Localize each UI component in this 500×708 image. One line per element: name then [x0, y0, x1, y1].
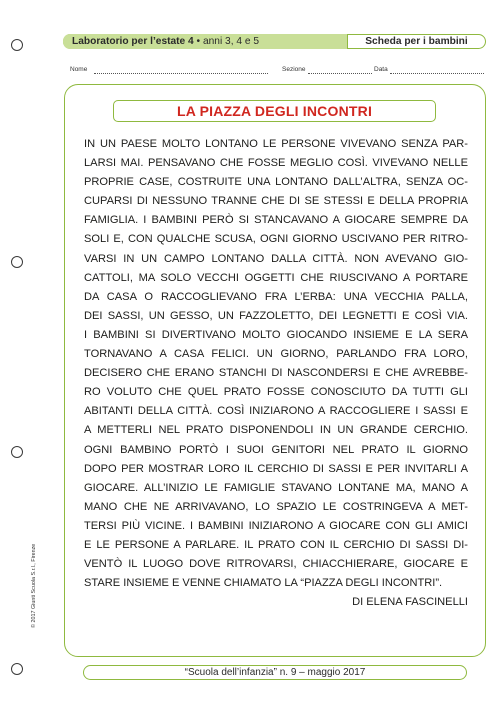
story-line: DECISERO CHE ERANO STANCHI DI NASCONDERSI E CHE AVREBBE-: [84, 367, 468, 380]
header-subtitle: • anni 3, 4 e 5: [193, 36, 260, 47]
story-line: I BAMBINI SI DIVERTIVANO MOLTO GIOCANDO INSIEME E LA SERA: [84, 328, 468, 341]
story-line: TERSI PIÙ VICINE. I BAMBINI INIZIARONO A GIOCARE CON GLI AMICI: [84, 519, 468, 532]
story-text: [84, 135, 468, 612]
footer: “Scuola dell’infanzia” n. 9 – maggio 2017: [83, 665, 467, 680]
story-line: SOLI E, CON QUALCHE SCUSA, OGNI GIORNO USCIVANO PER RITRO-: [84, 233, 468, 246]
story-line: GIOCARE. ALL’INIZIO LE FAMIGLIE STAVANO LONTANE MA, MANO A: [84, 481, 468, 494]
section-field[interactable]: [308, 73, 372, 74]
binder-hole: [11, 446, 23, 458]
header-title: Laboratorio per l’estate 4 • anni 3, 4 e 5: [63, 34, 347, 49]
binder-hole: [11, 663, 23, 675]
story-line: IN UN PAESE MOLTO LONTANO LE PERSONE VIVEVANO SENZA PAR-: [84, 138, 468, 150]
section-label: Sezione: [282, 66, 306, 73]
date-field[interactable]: [390, 73, 484, 74]
story-line: DEI SASSI, UN GESSO, UN FAZZOLETTO, DEI LEGNETTI E COSÌ VIA.: [84, 309, 468, 322]
date-label: Data: [374, 66, 388, 73]
story-line: CATTOLI, MA SOLO VECCHI OGGETTI CHE RIUSCIVANO A PORTARE: [84, 271, 468, 284]
story-line: OGNI BAMBINO PORTÒ I SUOI GENITORI NEL PRATO IL GIORNO: [84, 443, 468, 456]
story-line: VARSI IN UN CAMPO LONTANO DALLA CITTÀ. NON AVEVANO GIO-: [84, 252, 468, 265]
story-line: LARSI MAI. PENSAVANO CHE FOSSE MEGLIO COSÌ. VIVEVANO NELLE: [84, 157, 468, 170]
story-line: ABITANTI DELLA CITTÀ. COSÌ INIZIARONO A RACCOGLIERE I SASSI E: [84, 405, 468, 418]
story-line: RO VOLUTO CHE QUEL PRATO FOSSE CONOSCIUTO DA TUTTI GLI: [84, 386, 468, 399]
story-line: DOPO PER MOSTRAR LORO IL CERCHIO DI SASSI E PER INVITARLI A: [84, 462, 468, 475]
story-line: FAMIGLIA. I BAMBINI PERÒ SI STANCAVANO A GIOCARE SEMPRE DA: [84, 214, 468, 227]
story-line: PROPRIE CASE, COSTRUITE UNA LONTANO DALL’ALTRA, SENZA OC-: [84, 176, 468, 189]
story-line: E LE PERSONE A PARLARE. IL PRATO CON IL CERCHIO DI SASSI DI-: [84, 538, 468, 551]
story-line: A METTERLI NEL PRATO DISPONENDOLI IN UN GRANDE CERCHIO.: [84, 424, 468, 437]
story-line: CUPARSI DI NESSUNO TRANNE CHE DI SE STESSI E DELLA PROPRIA: [84, 195, 468, 208]
name-field[interactable]: [94, 73, 268, 74]
story-line: VENTÒ IL LUOGO DOVE RITROVARSI, CHIACCHIERARE, GIOCARE E: [84, 558, 468, 571]
copyright: © 2017 Giunti Scuola S.r.l., Firenze: [31, 543, 37, 628]
binder-hole: [11, 256, 23, 268]
student-fields: [70, 66, 486, 78]
story-line: MANO CHE NE ARRIVAVANO, LO SPAZIO LE COSTRINGEVA A MET-: [84, 500, 468, 513]
name-label: Nome: [70, 66, 88, 73]
story-line: TORNAVANO A CASA FELICI. UN GIORNO, PARLANDO FRA LORO,: [84, 348, 468, 361]
story-author: DI ELENA FASCINELLI: [352, 596, 468, 609]
binder-hole: [11, 39, 23, 51]
header-badge: Scheda per i bambini: [365, 36, 468, 47]
story-line: DA CASA O RACCOGLIEVANO FRA L’ERBA: UNA VECCHIA PALLA,: [84, 290, 468, 303]
story-line: STARE INSIEME E VENNE CHIAMATO LA “PIAZZA DEGLI INCONTRI”.: [84, 577, 443, 590]
story-title: LA PIAZZA DEGLI INCONTRI: [176, 103, 373, 119]
